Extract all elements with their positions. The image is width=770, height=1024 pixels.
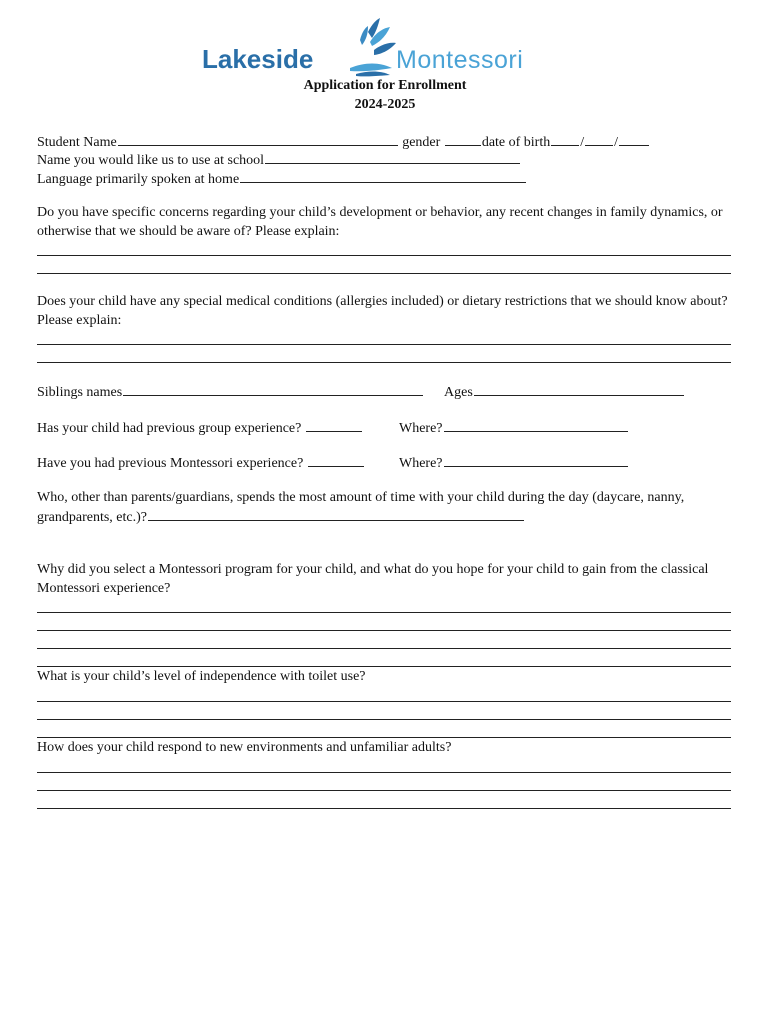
form-year: 2024-2025 — [354, 97, 416, 112]
montessori-where-line — [399, 453, 629, 473]
ages-label: Ages — [444, 385, 473, 400]
siblings-label: Siblings names — [37, 385, 123, 400]
concerns-answer-line[interactable] — [37, 255, 731, 256]
medical-answer-line[interactable] — [37, 344, 731, 345]
siblings-field[interactable] — [123, 382, 423, 396]
preferred-name-label: Name you would like us to use at school — [37, 153, 265, 168]
dob-month-field[interactable] — [551, 132, 579, 146]
gender-field[interactable] — [445, 132, 481, 146]
who-spends-question — [37, 488, 737, 527]
montessori-experience-field[interactable] — [308, 453, 364, 467]
why-montessori-answer-line[interactable] — [37, 630, 731, 631]
group-experience-field[interactable] — [306, 418, 362, 432]
siblings-line — [37, 382, 424, 402]
new-environments-answer-line[interactable] — [37, 808, 731, 809]
who-spends-field[interactable] — [148, 507, 524, 521]
group-where-field[interactable] — [444, 418, 628, 432]
why-montessori-answer-line[interactable] — [37, 612, 731, 613]
dob-label: date of birth — [481, 135, 551, 150]
montessori-where-label: Where? — [399, 456, 443, 471]
why-montessori-question: Why did you select a Montessori program for your child, and what do you hope for your child to gain from the classical Montessori experience? — [37, 562, 709, 596]
dob-year-field[interactable] — [619, 132, 649, 146]
new-environments-answer-line[interactable] — [37, 772, 731, 773]
montessori-experience-label: Have you had previous Montessori experience? — [37, 456, 304, 471]
toilet-question: What is your child’s level of independence with toilet use? — [37, 669, 366, 684]
language-label: Language primarily spoken at home — [37, 172, 240, 187]
student-name-field[interactable] — [118, 132, 398, 146]
why-montessori-answer-line[interactable] — [37, 648, 731, 649]
medical-question: Does your child have any special medical conditions (allergies included) or dietary restrictions that we should know about? Please explain: — [37, 294, 728, 328]
toilet-answer-line[interactable] — [37, 719, 731, 720]
gender-label: gender — [402, 135, 441, 150]
preferred-name-field[interactable] — [265, 150, 520, 164]
group-experience-line — [37, 418, 363, 438]
language-line — [37, 169, 527, 189]
preferred-name-line — [37, 150, 521, 170]
new-environments-question: How does your child respond to new environments and unfamiliar adults? — [37, 740, 452, 755]
new-environments-answer-line[interactable] — [37, 790, 731, 791]
svg-text:Lakeside: Lakeside — [202, 44, 314, 74]
student-name-label: Student Name — [37, 135, 117, 150]
school-logo — [200, 18, 580, 80]
svg-text:Montessori: Montessori — [396, 46, 524, 74]
group-where-line — [399, 418, 629, 438]
dob-sep-1: / — [580, 135, 585, 150]
ages-field[interactable] — [474, 382, 684, 396]
student-info-line — [37, 132, 650, 152]
dob-day-field[interactable] — [585, 132, 613, 146]
group-where-label: Where? — [399, 421, 443, 436]
dob-sep-2: / — [614, 135, 619, 150]
ages-line — [444, 382, 685, 402]
medical-answer-line[interactable] — [37, 362, 731, 363]
concerns-question: Do you have specific concerns regarding your child’s development or behavior, any recent changes in family dynamics, or otherwise that we should be aware of? Please explain: — [37, 205, 723, 239]
form-title: Application for Enrollment — [303, 78, 467, 93]
montessori-where-field[interactable] — [444, 453, 628, 467]
leaf-swirl-icon — [200, 18, 580, 80]
concerns-answer-line[interactable] — [37, 273, 731, 274]
language-field[interactable] — [240, 169, 526, 183]
toilet-answer-line[interactable] — [37, 701, 731, 702]
group-experience-label: Has your child had previous group experience? — [37, 421, 302, 436]
montessori-experience-line — [37, 453, 365, 473]
who-spends-text: Who, other than parents/guardians, spends the most amount of time with your child during the day (daycare, nanny, grandparents, etc.)? — [37, 490, 685, 525]
